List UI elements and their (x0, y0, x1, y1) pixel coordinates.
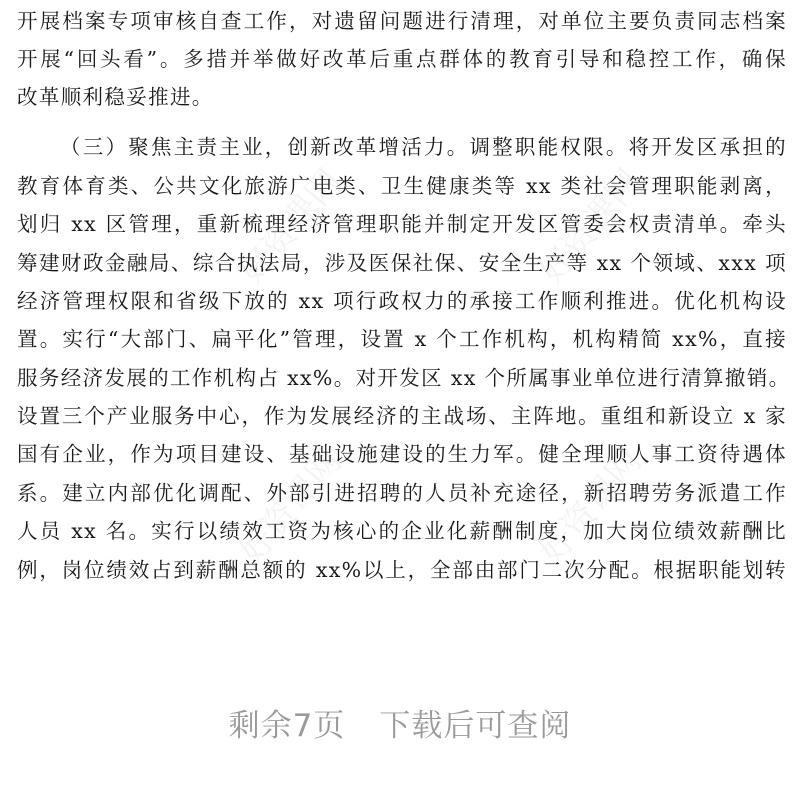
paragraph-line: 服务经济发展的工作机构占 xx%。对开发区 xx 个所属事业单位进行清算撤销。 (17, 366, 791, 390)
paragraph-line: 经济管理权限和省级下放的 xx 项行政权力的承接工作顺利推进。优化机构设 (17, 289, 787, 313)
watermark: 好资课网 (231, 441, 350, 572)
paragraph-line: 改革顺利稳妥推进。 (17, 85, 214, 109)
watermark: 好资课网 (231, 161, 350, 292)
paragraph-line: 设置三个产业服务中心，作为发展经济的主战场、主阵地。重组和新设立 x 家 (17, 404, 787, 428)
paragraph-line: 开展档案专项审核自查工作，对遗留问题进行清理，对单位主要负责同志档案 (17, 9, 787, 33)
paragraph-line: 人员 xx 名。实行以绩效工资为核心的企业化薪酬制度，加大岗位绩效薪酬比 (17, 519, 787, 543)
paragraph-line: 系。建立内部优化调配、外部引进招聘的人员补充途径，新招聘劳务派遣工作 (17, 481, 787, 505)
download-prompt-label[interactable]: 下载后可查阅 (379, 708, 572, 744)
paragraph-line: 开展“回头看”。多措并举做好改革后重点群体的教育引导和稳控工作，确保 (17, 47, 787, 71)
paragraph-line: 置。实行“大部门、扁平化”管理，设置 x 个工作机构，机构精简 xx%，直接 (17, 327, 787, 351)
watermark: 好资课网 (531, 161, 650, 292)
paragraph-line: 国有企业，作为项目建设、基础设施建设的生力军。健全理顺人事工资待遇体 (17, 442, 787, 466)
paragraph-line: （三）聚焦主责主业，创新改革增活力。调整职能权限。将开发区承担的 (60, 135, 787, 159)
paragraph-line: 划归 xx 区管理，重新梳理经济管理职能并制定开发区管委会权责清单。牵头 (17, 212, 787, 236)
remaining-pages-label: 剩余7页 (228, 708, 346, 744)
paragraph-line: 例，岗位绩效占到薪酬总额的 xx%以上，全部由部门二次分配。根据职能划转 (17, 558, 787, 582)
paragraph-line: 教育体育类、公共文化旅游广电类、卫生健康类等 xx 类社会管理职能剥离， (17, 174, 787, 198)
watermark: 好资课网 (531, 441, 650, 572)
paragraph-line: 筹建财政金融局、综合执法局，涉及医保社保、安全生产等 xx 个领域、xxx 项 (17, 251, 787, 275)
download-to-read-banner[interactable] (0, 700, 800, 745)
